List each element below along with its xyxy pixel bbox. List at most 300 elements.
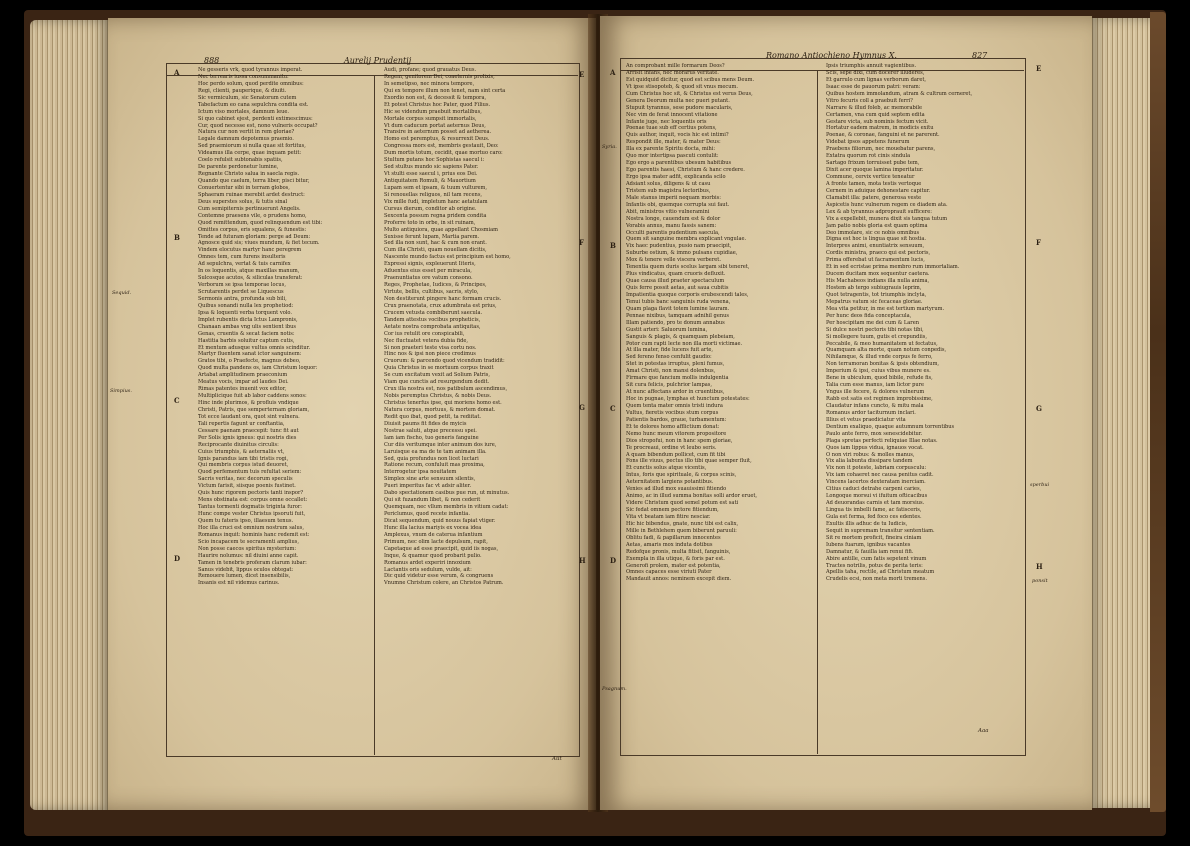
text-line <box>384 601 574 608</box>
text-line: Capetaque ad esse praecipit, quid iis nogas, <box>384 545 499 552</box>
text-line: Quando que caelum, terra liber, pisci bitur, <box>198 178 310 184</box>
text-line: Sit cura felicis, pulchrior lampas, <box>626 382 713 389</box>
text-line: Nec fluctuatet vetera dubia fide, <box>384 337 468 344</box>
text-line: Si mollegere tuum, gutis et crepundiis, <box>826 333 927 340</box>
text-line: Si quo cabinet ejest, perdenti extimescimus: <box>198 115 313 122</box>
text-line: Exordio non est, & decessit & tempora, <box>384 94 487 101</box>
text-line: Poenae, & coronae, fanguini et ne parerent. <box>826 132 940 139</box>
text-line: Plus vindicatus, quam cruoris defluxit. <box>626 271 726 278</box>
text-line: Illam patiendo, pro te donum annabus <box>626 319 725 326</box>
text-line: Clamabit illa: patere, generosa veste <box>826 194 922 201</box>
text-line: Et potest Christus hoc Pater, quod Filius. <box>384 101 491 108</box>
text-line: Infantis obi, quemque corrupta sui faut. <box>626 201 730 208</box>
text-line: Et in sed ecristae prima membro rum immortaliam. <box>826 264 960 271</box>
text-line: Hic se videndum praebuit mortalibus, <box>384 108 482 115</box>
text-line: Amat Christi, non mansi dolenbus, <box>626 368 716 375</box>
inner-letter: D <box>610 556 617 565</box>
text-line: Cor ius retulit ore conspicabili, <box>384 330 465 337</box>
text-line: Et mentum adusque vultus omnis scinditur. <box>198 344 311 351</box>
text-line: Gula est ferma, fed foco ces edentes. <box>826 513 922 520</box>
text-line: Ictum viso mortales, damnum leue. <box>198 108 290 115</box>
text-line: Sanus videbit, lippus oculos obtegat: <box>198 566 294 573</box>
text-line: Cursus dierum, conditor ab origine. <box>384 205 477 212</box>
text-line: Verborum se ipsa temporae locus, <box>198 282 286 289</box>
text-line: Oblitu fadi, & papillarum innocentes <box>626 534 721 541</box>
text-line: Lingua tis imbelli fame, ac fatisceris, <box>826 507 922 513</box>
text-line: Hinc nos & ipsi non piece credimus <box>384 351 476 358</box>
text-line: Remouere lumen, dicet insensibilis, <box>198 573 291 580</box>
text-line: Videbat ipsos appetens funerum <box>826 139 910 146</box>
text-line: Qui membris corpus istud deuoret, <box>198 462 289 469</box>
text-line: Longoque morsui vi ifuitum ofticacibus <box>826 493 928 500</box>
text-line: Christus tenerfus ipse, qui moriens homo est. <box>384 400 502 406</box>
text-line: Genas, cruentis & secat faciem notis: <box>198 330 295 337</box>
text-line: Exultis illis adhuc de tu Iudicis, <box>826 520 908 527</box>
text-line: Sed, quia profundus non licet luctari <box>384 455 479 462</box>
text-line: Vix haec pudentius, pusio nam praecipit, <box>626 243 732 250</box>
text-line: Cernem in aduique dehonestare capitur. <box>826 187 931 194</box>
text-line: Hoc perdo solum, quod perdite omnibus: <box>198 80 304 87</box>
text-line: Exempla in illa utique, & foris par est. <box>626 555 725 562</box>
text-line: Deo immolare, sic ce nobis omnibus <box>826 229 920 236</box>
right-column-1 <box>626 63 816 753</box>
text-line: Lex & ab tyrannus adproprauit sufficere: <box>826 208 932 215</box>
text-line: Quem tenta mater omnis tristi indura <box>626 402 723 409</box>
text-line: Nascente mundo factus est principium est homo, <box>384 254 511 261</box>
text-line: Hunc compe vester Christus ipsoruti fuit, <box>198 511 306 517</box>
text-line: Regi, clienti, pauperique, & diuiti. <box>198 87 287 94</box>
text-line: Cur, quod necesse est, nono vulneris occupat? <box>198 122 318 129</box>
text-line: Potor cum rapti lecte non illa morti victimae. <box>626 340 743 347</box>
text-line: Abire antille, cum fatis sepetent vinum <box>826 555 927 562</box>
text-line: Bene in ubiculum, quod bibile, refude fis, <box>826 375 933 382</box>
margin-letter: F <box>1036 238 1041 247</box>
text-line: Claudatur infans cuncto, & mitu mala <box>826 402 924 409</box>
text-line: Coelo refulsit subtonabis spatiis, <box>198 157 283 164</box>
text-line: Natura cur non vertit in rem gloriae? <box>198 129 295 136</box>
text-line: Omnes tem, cum furens insulteris <box>198 254 286 261</box>
text-line: Non posse caecos spiritus mysterium: <box>198 545 297 552</box>
text-line: Vt stulti esse saecul i, prius eos Dei. <box>384 171 478 178</box>
text-line: Hoc illa cruci est omnium nostrum salus, <box>198 524 304 531</box>
text-line: Vix a expellebit, munera dixit sis tanqua tutum <box>826 215 948 222</box>
text-line: Cruorum: & parcendo quod vicendum tradidit: <box>384 358 505 365</box>
text-line: Sanguis & plagis, & quamquam plebeiam, <box>626 333 735 340</box>
text-line: Gustit arteri: Saluorum lumina, <box>626 326 708 333</box>
text-line: Ducem ducitam mox sequentur caetera. <box>826 271 930 278</box>
text-line: Dicat sequendum, quid nouus fapiat vtiger. <box>384 517 496 524</box>
text-line: Mox & tenere velle viscera verberet. <box>626 257 721 264</box>
text-line: Ergo ipsa mater adfit, explicanda scilo <box>626 174 726 180</box>
text-line: Insanis est nil videmus carinus. <box>198 580 280 587</box>
text-line: In semetipso, nec minora tempore, <box>384 80 475 87</box>
text-line: Cum Christus hoc sit, & Christus est verus Deus, <box>626 90 753 97</box>
text-line: Dios stropofui, non in hanc spem gloriae, <box>626 437 733 444</box>
text-line: Videamus illa cerpe, quae inquam petit: <box>198 150 302 157</box>
text-line: Stupuit tyrannus, sese pudore macularis, <box>626 104 733 111</box>
text-line: Victum farisit, siisque poenis fustinet. <box>198 483 296 490</box>
text-line: Omnes capaces esse viriuti Pater <box>626 569 712 576</box>
text-line: Crux praenotata, crux adumbrata est prius, <box>384 302 497 309</box>
right-running-head: Romano Antiochieno Hymnus X. <box>766 51 897 60</box>
text-line: Intus, foris que spirituale, & corpus scinis, <box>626 472 737 479</box>
text-line <box>826 590 1016 597</box>
inner-letter: F <box>579 238 584 247</box>
text-line: Mepatrus vatum sic fecaceas gloriae. <box>826 298 923 305</box>
margin-letter: G <box>1036 404 1042 413</box>
text-line: Talia cum esse manus, iam lictor pure <box>826 382 925 389</box>
gutter-note: Syria. <box>602 144 617 150</box>
text-line: Quot tetragentis, tot triumphis inclyta, <box>826 291 927 298</box>
margin-note: ponsit <box>1032 578 1048 584</box>
text-line: Quem tu fateris ipso, illaesum tenus. <box>198 517 294 524</box>
inner-letter: H <box>579 556 586 565</box>
text-line: Non destiterunt pingere hanc formam crucis. <box>384 295 502 302</box>
margin-letter: B <box>174 233 180 242</box>
margin-letter: E <box>1036 64 1042 73</box>
text-line: Iubens fuarum, ignibus vacantes <box>826 541 911 548</box>
text-line: Quamquam alta morte, quam notum conpedis, <box>826 347 947 354</box>
text-line: Pueri imperitus fac vt adsir aliter. <box>384 483 472 490</box>
text-line: Multiplicique fuit ab labor caddens sonos: <box>198 393 307 400</box>
text-line: Sexcenta possum regna pridem condita <box>384 212 487 219</box>
text-line: Vix non it poteste, labriam corpusculu: <box>826 465 927 472</box>
text-line: Chanaan ambas vng ulis sentient ibus <box>198 323 297 330</box>
text-line: Non terramoran bonitas & ipsis obtendium, <box>826 361 940 368</box>
text-line: Cum illa Christi, quam nouellam dicitis, <box>384 247 487 254</box>
text-line: A fronte tamen, mota testis vertoque <box>826 180 922 187</box>
text-line: Sphaeram ruinae merebit ardet destruct: <box>198 191 305 198</box>
text-line: Audi, profane; quod grauatus Deus. <box>384 67 477 73</box>
text-line: Per hoscipitam me dei cum & Laren <box>826 319 920 326</box>
text-line: Nihilamque, & illud vnde corpus fe ferro, <box>826 354 933 361</box>
text-line: Transire in aeternum posset ad aetherea. <box>384 129 492 136</box>
text-line: Sacris veritas, nec decorum speculis <box>198 476 293 483</box>
text-line: Per hunc deos fida conceptacula, <box>826 312 912 319</box>
text-line: Crucem vetusta combiberunt saecula. <box>384 309 483 316</box>
text-line: Et cunctis solus atque vicentis, <box>626 465 707 472</box>
text-line: Nostrae saluti, atque precessu spei. <box>384 427 477 434</box>
text-line: Tenui tubis banc sanguinis ruda venena, <box>626 298 731 305</box>
text-line: Est quidquid dicitur, quod est scibus mens Deum. <box>626 76 755 83</box>
text-line: Generofi prolem, mater est potentia, <box>626 562 721 569</box>
text-line <box>826 597 1016 604</box>
text-line: Per Solis ignis igneus: qui nostris dies <box>198 434 297 441</box>
text-line: Vix iam cohaeret nec causa penitus cadit. <box>826 472 934 479</box>
text-line: His Machabeos indians illa nulla anima, <box>826 278 930 285</box>
text-line: Mandauit annos: neminem excepit diem. <box>626 576 732 583</box>
text-line: Quod multa pandens os, iam Christum loquor: <box>198 365 318 372</box>
text-line: Redit quo ibat, quod petit, ta rediitat. <box>384 413 481 420</box>
text-line: At nunc affectans ardor in cruentibus, <box>626 389 725 396</box>
text-line: Dic quid videtur esse verum, & congruens <box>384 573 494 580</box>
text-line: Si renouellas religuos, nil tam recens, <box>384 191 483 198</box>
text-line: Aetas, amaris mox induta dotibus <box>626 541 713 548</box>
inner-letter: B <box>610 241 616 250</box>
text-line: Quo mor intertipsa pascuti contulit: <box>626 153 719 160</box>
text-line: Aeternitatem largiens potantibus. <box>626 479 714 486</box>
text-line: Peccabile, & meo humanitatem ut fectatus, <box>826 340 938 347</box>
text-line: Te procreaui, ordine vt leubo seris. <box>626 444 717 451</box>
text-line: Infante juge, nec loquentis oris <box>626 118 707 125</box>
text-line: Tot ecce laudant ora, quot sint vulnera. <box>198 413 300 420</box>
text-line: Romanus ardor taciturnum inclari. <box>826 409 916 416</box>
text-line: Implet rubentis dicta Ictus Lampronis, <box>198 316 298 323</box>
text-line: Damnatur, & fauilla iam renui fifi. <box>826 548 914 555</box>
text-line: Deus superstes solus, & tutis sinal <box>198 198 288 205</box>
text-line: Vt dum caducum portat aeternus Deus, <box>384 122 486 129</box>
text-line: Hortatur eadem matrem, in modicis exitu <box>826 125 934 132</box>
text-line: Aetate nostra comprobata antiquitas, <box>384 323 481 330</box>
text-line: Vita vt beatam iam fitire nesciar. <box>626 513 711 520</box>
text-line: Quem sit sanguine membra explicant vngulae. <box>626 236 747 243</box>
text-line: Amplexus, vnum de caterua infantium <box>384 531 483 538</box>
text-line: Qui sit fuzandum libet, & non cederit <box>384 497 481 504</box>
right-page-number: 827 <box>972 51 988 60</box>
text-line: Legale damnum depotemus praemio. <box>198 136 294 143</box>
text-line: Imperium & ipsi, cuius vibus munere es. <box>826 368 931 375</box>
text-line: Aspicetis hunc vulnerum regem ce diadem ata. <box>826 201 948 208</box>
text-line: Quibus sonandi nulla lex prophetiod: <box>198 302 294 309</box>
text-line: Vorabis annus, manu fassis sanem: <box>626 222 717 229</box>
text-line: Lupam sem et ipsam, & tuum vulturem, <box>384 184 488 191</box>
text-line: Ignis parandus iam tibi tristis rogi, <box>198 455 289 462</box>
text-line: Dabo spectationem casibus pue run, ut minutus. <box>384 490 510 497</box>
text-line: Videre Christum quod semel potum est sati <box>626 500 739 507</box>
text-line: Respondit ille, mater, & mater Deus: <box>626 139 721 146</box>
text-line: Jam patio nobis gloria est quam optima <box>826 222 928 229</box>
right-cover-board <box>1150 12 1166 812</box>
text-line: Illa ex parente Spiritu docta, mihi: <box>626 146 716 153</box>
text-line: Male stanus imperii nequam morbis: <box>626 194 721 201</box>
text-line <box>826 583 1016 590</box>
text-line: Tantus tormenti dogmatis triginta furor: <box>198 504 303 511</box>
text-line: Scrutarentis perdet se Liquescus <box>198 289 284 295</box>
text-line: Commune, cervix vertice teneatur <box>826 174 915 180</box>
text-line: Vindem elocutus martyr hanc peregrem <box>198 247 302 254</box>
left-page-edges <box>30 20 110 810</box>
text-line: Mea vita petitur, in me est tertium martyrum. <box>826 305 945 312</box>
text-line: Periclumus, quod recete infantia. <box>384 511 470 517</box>
text-line: Patientis bardos, graue, turbamentum: <box>626 416 727 423</box>
text-line: Quis ferre possit aetas, aut saua cubitis <box>626 285 729 291</box>
text-line: Sed illa non sunt, hac & cum non erant. <box>384 240 487 247</box>
text-line: Praebens filiorum, nec mouebatur parens, <box>826 146 936 153</box>
text-line: Praenuntiatus ore vatum consono. <box>384 275 473 282</box>
text-line: Inque, & quamur quod probarit pulio. <box>384 552 482 559</box>
text-line: Tandem attestus vocibus propheticis, <box>384 316 481 323</box>
text-line: Quia Christus in se mortuum corpus traxit <box>384 365 494 372</box>
text-line: Sulcosque acutos, & siliculas transferat: <box>198 275 303 282</box>
text-line <box>198 587 378 594</box>
text-line: Hastitia barbis soluitur captum cutis, <box>198 337 295 344</box>
text-line <box>384 594 574 601</box>
text-line: Venies ad illud mox suauissimi fitiendo <box>626 486 727 493</box>
text-line: Tractes notrilis, potus de perita teris: <box>826 562 923 569</box>
text-line: Diuisit paums fit fides de myicis <box>384 420 467 427</box>
text-line <box>626 597 816 604</box>
text-line: Hinc inde plurimos, & profluis vndique <box>198 400 299 406</box>
text-line: Antiquitatem Romuli, & Mauortium <box>384 178 476 184</box>
text-line: Sermonis antra, profunda sub bili, <box>198 295 287 302</box>
text-line: Sit re mortem proficit, fineira ciniam <box>826 534 922 541</box>
text-line: Quibus hostem immolandum, atram & cultrum cerneret, <box>826 90 973 97</box>
text-line: Mortale corpus sumpsit immortalis, <box>384 115 477 122</box>
text-line: Homo est peremptus, & resurrexit Deus. <box>384 136 490 143</box>
gutter-note: Psagnum. <box>602 686 627 692</box>
text-line: Hostem ab tergo subiugrauis leprim, <box>826 285 922 291</box>
text-line: Aduentus eius esset per miracula, <box>384 268 472 275</box>
text-line: Tamen in tenebris proferam clarum iubar: <box>198 559 307 566</box>
text-line: Gratos tibi, o Praefecte, magnus debeo, <box>198 358 301 365</box>
signature-mark: Aaa <box>978 728 989 734</box>
text-line: Cordis ministra, praeco qui est pectoris, <box>826 250 931 257</box>
text-line: Hoc in pugnae, lymphas et hunctum potestates: <box>626 396 750 402</box>
text-line: Ipsis triumphis annuit vagientibus. <box>826 63 917 69</box>
text-line: Romanus ardet experiri innoxium <box>384 559 471 566</box>
right-column-2 <box>826 63 1016 753</box>
text-line: Martyr fluentem sanat ictor sanguinem: <box>198 351 302 358</box>
text-line: Nec vim de ferat innocent vitatione <box>626 111 718 118</box>
margin-letter: H <box>1036 562 1043 571</box>
text-line: Ratione recum, confuluit mas proxima, <box>384 462 485 469</box>
text-line <box>626 590 816 597</box>
text-line: Digna est hoc is lingua quae sit hostia. <box>826 236 927 243</box>
text-line: A quam bibendum pollicet, cum fit tibi <box>626 451 726 458</box>
inner-letter: A <box>610 68 616 77</box>
text-line: Quam plaga flavit totem lumine lauram. <box>626 305 730 312</box>
text-line: Citius caduci detrahe carpeni caries, <box>826 486 922 493</box>
text-line: Genera Deorum multa nec pueri putant. <box>626 97 730 104</box>
text-line: Dixit acer quoque lamina imperitatur. <box>826 167 924 174</box>
text-line: Tristem sub magistra lectoribus, <box>626 187 711 194</box>
text-line: Tabefactum eo cana sepulchra condita est. <box>198 101 309 108</box>
text-line: Narrare & illud foleb, ac memorabile <box>826 104 923 111</box>
text-line: Reciprocante diuinitus circulis: <box>198 441 279 448</box>
text-line: Virtute, bellis, cultibus, sacris, stylo, <box>384 289 479 295</box>
left-running-head: Aurelij Prudentij <box>344 56 412 65</box>
text-line: Ipsa & loquenti verba torquent volo. <box>198 309 292 316</box>
text-line: Impatientia quoque corporis erubescendi tales, <box>626 291 749 298</box>
text-line: Cuius triumphis, & aeternaliis vt, <box>198 448 285 455</box>
text-line: Vnumne Christum colere, an Christos Patrum. <box>384 580 504 587</box>
text-line: Scis, sepe dixi, cum docerer illuderes, <box>826 69 925 76</box>
margin-note: sperbui <box>1030 482 1050 488</box>
text-line: Crudelis ecsi, non meta morti tremens. <box>826 576 928 583</box>
text-line: Cur diis veritumque inter animum dos iure, <box>384 441 497 448</box>
text-line: Vix mille fudi, impletum hanc aetatulam <box>384 198 488 205</box>
text-line: Animo, ac in illud summa bonitas solli ardor eruet, <box>626 493 758 500</box>
text-line: Vix alia labunta dissipare tandem <box>826 458 913 465</box>
text-line: Prima offerebat ut facramentum lucis, <box>826 257 925 264</box>
text-line: Cessare paenam praecepit: tunc fit aut <box>198 427 299 434</box>
text-line: Multo antiquiora, quae appellant Chosmiam <box>384 226 499 233</box>
text-line: Nostra longe, cauendum est & dolor <box>626 215 721 222</box>
text-line: Quos iam lippus vidua, ignauos vocat. <box>826 444 924 451</box>
text-line: Pennae nixibus, tamquam adnihil genus <box>626 312 730 319</box>
text-line: Haurire nolumus: nil diuini anne capit. <box>198 552 299 559</box>
text-line: Nemo hunc meum vitorem propositore <box>626 430 727 437</box>
text-line: Vultus, fieretis vocibus stum corpus <box>626 409 719 416</box>
text-line: Lactantis oris sedulum, vulde, ait: <box>384 566 472 573</box>
text-line: Isaac esse de pauorum patri: veram: <box>826 83 921 90</box>
text-line: Expressi signis, expleuerunt Iiteris, <box>384 261 476 268</box>
text-line: Dentium exaliquo, quaque autumnum torrentibus <box>826 423 955 430</box>
text-line: Tenentia quem duris scelus largam sibi teneret, <box>626 264 750 271</box>
text-line: Laruisque ea ma de te tam animam illa. <box>384 448 487 455</box>
text-line: Omittes corpus, eris squalens, & funestis: <box>198 226 307 233</box>
inner-letter: G <box>579 403 585 412</box>
right-column-rule <box>817 70 818 754</box>
text-line: Se cum excitatum vexit ad Solium Patris, <box>384 372 491 379</box>
left-page <box>108 18 596 810</box>
text-line: Tende ad futuram gloriam: perge ad Deum: <box>198 233 311 240</box>
text-line: Congressa mors est, membris gestauit, Deo: <box>384 143 499 150</box>
text-line <box>198 601 378 608</box>
inner-letter: C <box>610 404 616 413</box>
text-line: Quis author, inquit, vocis hic est intimi? <box>626 132 729 139</box>
text-line: Et te dolores homo afflictium donat: <box>626 423 720 430</box>
text-line: At illa mater, fide lucens fuit arte, <box>626 347 714 354</box>
text-line: Primum, nec olim lacte depulsum, rapit, <box>384 538 488 545</box>
text-line: Suxisse ferunt lupam, Martia parem. <box>384 233 480 240</box>
text-line: Fons ille viuus, pectus illo tibi quae semper fluit, <box>626 458 752 465</box>
text-line: Vincens lacertos dexteratam inerciam. <box>826 479 926 486</box>
text-line: Nobis peremptus Christus, & nobis Deus. <box>384 393 492 400</box>
text-line: Vitro fecuris coll a praebuit ferri? <box>826 97 913 104</box>
text-line: Quod remittendum, quod relinquendum est tibi: <box>198 219 323 226</box>
text-line: Interrogetur ipsa nouitatem <box>384 469 457 476</box>
text-line: Nec terrearis iussa consummanitu: <box>198 73 289 80</box>
text-line: Tali repertis fagunt ur conftantia, <box>198 420 285 427</box>
text-line: De parente perdonetur lumine, <box>198 164 279 171</box>
text-line: Christi, Patris, que semperternam gloriam, <box>198 406 310 413</box>
text-line: Ad sepulchra, vertat & tuis carnifex <box>198 261 291 268</box>
text-line: Stultum putans hoc Sophistas saecul i: <box>384 157 485 164</box>
text-line: Vt ipse stisopoteb, & quod sit vnus mecum. <box>626 83 738 90</box>
text-line: Regem, genitorem Dei, coaeternis prolixis, <box>384 73 495 80</box>
text-line: Natura corpus, mortuus, & mortem domat. <box>384 406 496 413</box>
text-line <box>384 587 574 594</box>
text-line: Sic vermiculum, sic Senatorum cutem <box>198 94 297 101</box>
text-line: Arrisit infans, nec morarus veritate. <box>626 69 719 76</box>
text-line: Redofque pronis, multa fitisit, fanguinis, <box>626 548 731 555</box>
left-page-number: 888 <box>204 56 220 65</box>
text-line: Quemquam, nec vllum membris in vitium cadat: <box>384 504 509 511</box>
catchword: Aut <box>552 756 562 762</box>
text-line: Certamen, vna cum quid septem edita <box>826 111 925 118</box>
right-page <box>600 16 1092 810</box>
text-line <box>626 583 816 590</box>
text-line: Rimas patentes inuenit vox editor, <box>198 386 287 393</box>
text-line: Regnante Christo salua in saecla regis. <box>198 171 300 178</box>
text-line: Si non praeteri teste visa cortu nos. <box>384 344 477 351</box>
text-line: Iam iam fischo, tuo generis fanguine <box>384 434 479 441</box>
text-line: Illius et vetus praediciatur vita <box>826 416 906 423</box>
text-line <box>198 594 378 601</box>
margin-letter: C <box>174 396 180 405</box>
text-line: Sed fereno fenso cenfulit gaudio: <box>626 354 712 361</box>
text-line: Quod perfementum tuis refultat seriem: <box>198 469 302 476</box>
text-line: Simplex sine arte sensuum silentis, <box>384 476 476 483</box>
text-line: Ego parentis haesi, Christum & hanc credere. <box>626 167 745 174</box>
text-line: Hic hic bibendus, gnate, nunc tibi est calix, <box>626 520 739 527</box>
text-line: Poenae tuae sub eff certius potens, <box>626 125 717 132</box>
text-line: Meatus vocis, impar ad laudes Dei. <box>198 379 289 386</box>
text-line: Apellis taha, rectile, ad Christum meatum <box>826 569 935 576</box>
text-line: Plaga spretas perfecti reliquiae Illae notas. <box>826 437 938 444</box>
text-line: Ad deuorandas carnis et tam morsius. <box>826 500 925 507</box>
